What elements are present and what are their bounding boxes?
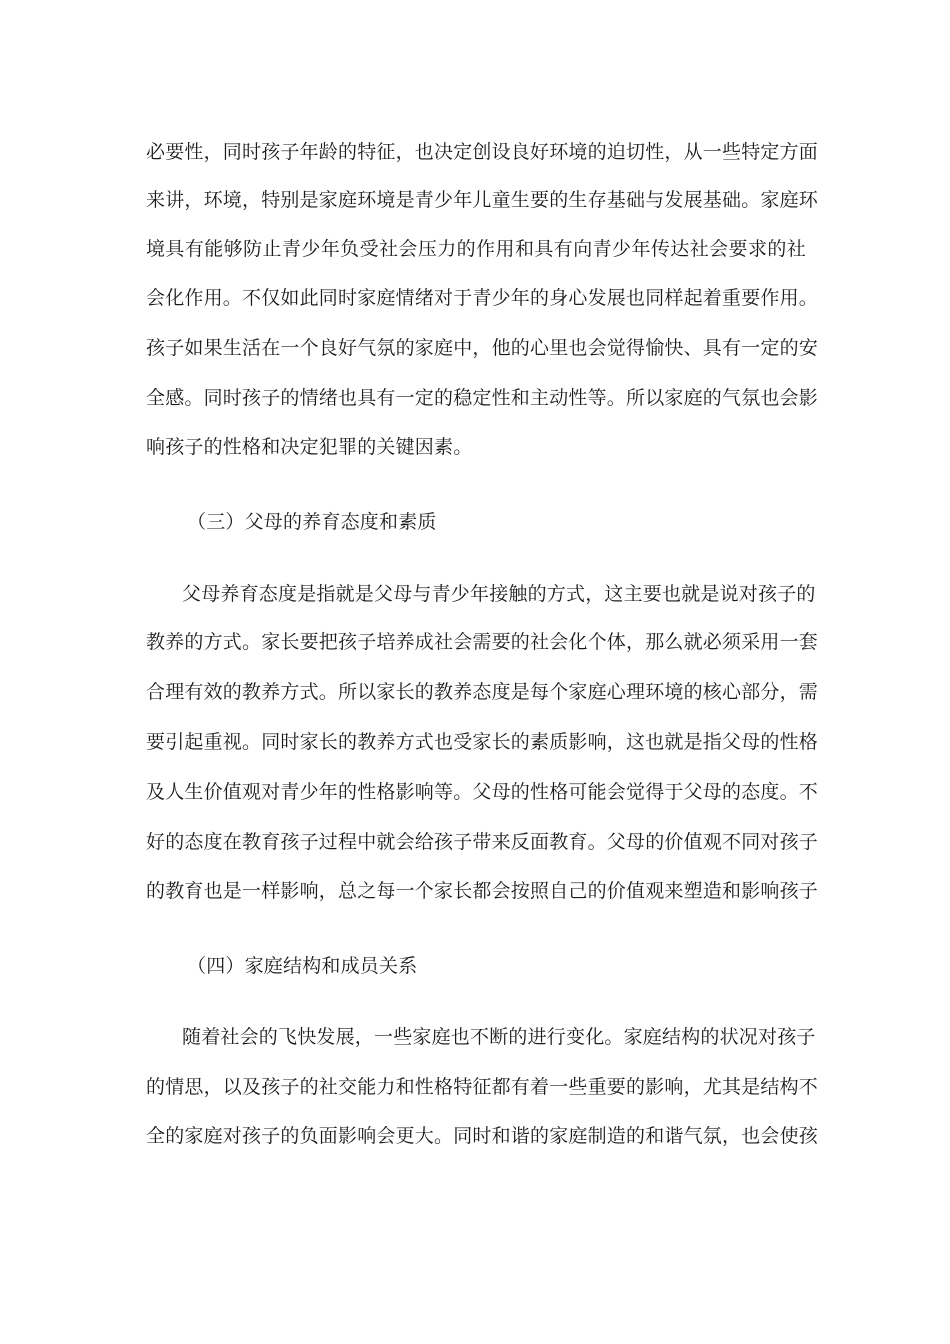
paragraph-3-line-2: 的情思，以及孩子的社交能力和性格特征都有着一些重要的影响，尤其是结构不 — [146, 1076, 819, 1098]
paragraph-1-line-2: 来讲，环境，特别是家庭环境是青少年儿童生要的生存基础与发展基础。家庭环 — [146, 189, 819, 211]
paragraph-2-line-1: 父母养育态度是指就是父母与青少年接触的方式，这主要也就是说对孩子的 — [182, 583, 816, 605]
paragraph-2-line-7: 的教育也是一样影响，总之每一个家长都会按照自己的价值观来塑造和影响孩子 — [146, 880, 819, 902]
section-heading-4: （四）家庭结构和成员关系 — [187, 955, 418, 977]
paragraph-1-line-6: 全感。同时孩子的情绪也具有一定的稳定性和主动性等。所以家庭的气氛也会影 — [146, 387, 819, 409]
paragraph-1-line-4: 会化作用。不仅如此同时家庭情绪对于青少年的身心发展也同样起着重要作用。 — [146, 287, 819, 309]
paragraph-2-line-6: 好的态度在教育孩子过程中就会给孩子带来反面教育。父母的价值观不同对孩子 — [146, 831, 819, 853]
paragraph-1-line-3: 境具有能够防止青少年负受社会压力的作用和具有向青少年传达社会要求的社 — [146, 238, 806, 260]
paragraph-2-line-3: 合理有效的教养方式。所以家长的教养态度是每个家庭心理环境的核心部分，需 — [146, 681, 819, 703]
section-heading-3: （三）父母的养育态度和素质 — [187, 511, 437, 533]
paragraph-2-line-4: 要引起重视。同时家长的教养方式也受家长的素质影响，这也就是指父母的性格 — [146, 731, 819, 753]
paragraph-2-line-5: 及人生价值观对青少年的性格影响等。父母的性格可能会觉得于父母的态度。不 — [146, 781, 819, 803]
paragraph-3-line-3: 全的家庭对孩子的负面影响会更大。同时和谐的家庭制造的和谐气氛，也会使孩 — [146, 1125, 819, 1147]
paragraph-1-line-1: 必要性，同时孩子年龄的特征，也决定创设良好环境的迫切性，从一些特定方面 — [146, 141, 819, 163]
paragraph-1-line-7: 响孩子的性格和决定犯罪的关键因素。 — [146, 436, 473, 458]
paragraph-2-line-2: 教养的方式。家长要把孩子培养成社会需要的社会化个体，那么就必须采用一套 — [146, 631, 819, 653]
paragraph-1-line-5: 孩子如果生活在一个良好气氛的家庭中，他的心里也会觉得愉快、具有一定的安 — [146, 337, 819, 359]
paragraph-3-line-1: 随着社会的飞快发展，一些家庭也不断的进行变化。家庭结构的状况对孩子 — [182, 1026, 816, 1048]
